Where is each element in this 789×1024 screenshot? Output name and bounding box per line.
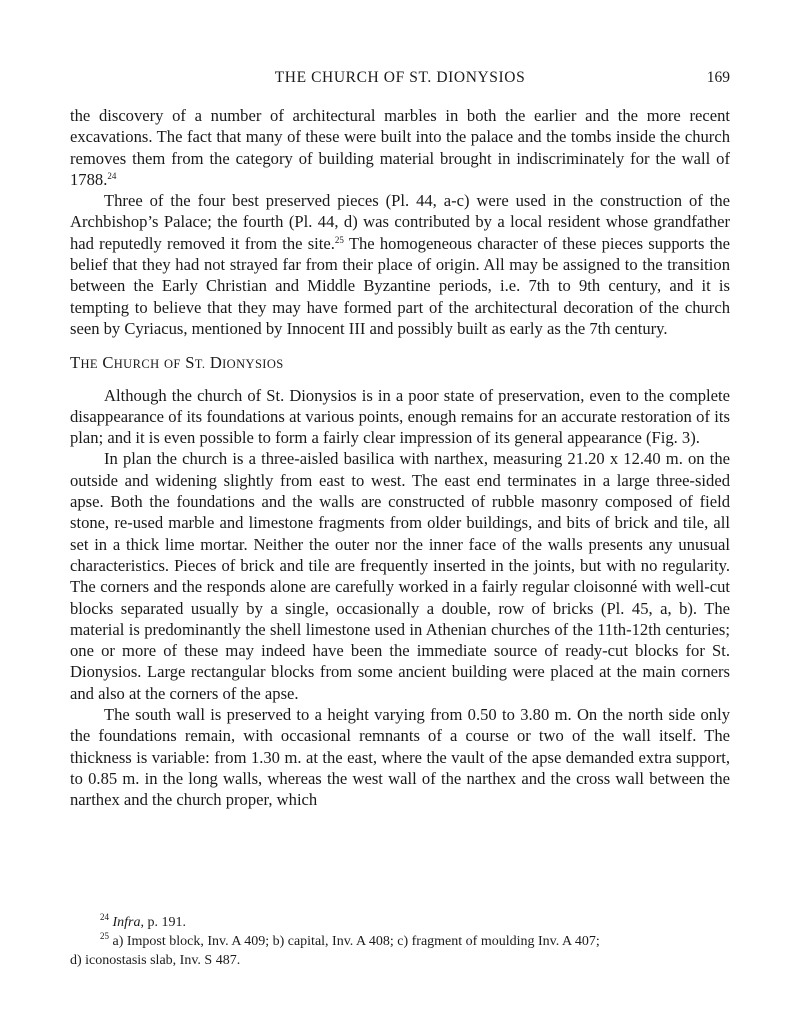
paragraph-2: Three of the four best preserved pieces (Pl. 44, a-c) were used in the construction of the Archbishop’s Palace; the fourth (Pl. 44, d) was contributed by a local resident whose grandfather had reputedly removed it from the site.$^{25}$ The homogeneous character of these pieces supports the belief that they had not strayed far from their place of origin. All may be assigned to the transition between the Early Christian and Middle Byzantine periods, i.e. 7th to 9th century, and it is tempting to believe that they may have formed part of the architectural decoration of the church seen by Cyriacus, mentioned by Innocent III and possibly built as early as the 7th century. [70, 191, 730, 338]
section-heading: THE CHURCH OF ST. DIONYSIOS [70, 353, 284, 373]
body-text [70, 105, 730, 811]
footnote-ref-24[interactable]: 24 [107, 170, 117, 181]
page-header [70, 69, 730, 91]
footnotes [70, 913, 730, 970]
paragraph-5: The south wall is preserved to a height varying from 0.50 to 3.80 m. On the north side only the foundations remain, with occasional remnants of a course or two of the wall itself. The thickness is variable: from 1.30 m. at the east, where the vault of the apse demanded extra support, to 0.85 m. in the long walls, whereas the west wall of the narthex and the cross wall between the narthex and the church proper, which [70, 705, 730, 810]
page-number: 169 [706, 69, 730, 86]
paragraph-4: In plan the church is a three-aisled basilica with narthex, measuring 21.20 x 12.40 m. on the outside and widening slightly from east to west. The east end terminates in a large three-sided apse. Both the foundations and the walls are constructed of rubble masonry composed of field stone, re-used marble and limestone fragments from older buildings, and bits of brick and tile, all set in a thick lime mortar. Neither the outer nor the inner face of the walls presents any unusual characteristics. Pieces of brick and tile are frequently inserted in the joints, but with no regularity. The corners and the responds alone are carefully worked in a fairly regular cloisonné with well-cut blocks separated usually by a single, occasionally a double, row of bricks (Pl. 45, a, b). The material is predominantly the shell limestone used in Athenian churches of the 11th-12th centuries; one or more of these may indeed have been the immediate source of ready-cut blocks for St. Dionysios. Large rectangular blocks from some ancient building were placed at the main corners and also at the corners of the apse. [70, 449, 730, 703]
paragraph-1: the discovery of a number of architectural marbles in both the earlier and the more recent excavations. The fact that many of these were built into the palace and the tombs inside the church removes them from the category of building material brought in indiscriminately for the wall of 1788.24 [70, 106, 730, 189]
footnote-ref-25[interactable]: 25 [334, 234, 344, 245]
footnote-25-continued: d) iconostasis slab, Inv. S 487. [70, 953, 241, 968]
running-title: THE CHURCH OF ST. DIONYSIOS [274, 69, 526, 86]
footnote-24: $^{24}$ Infra, p. 191. [100, 912, 186, 930]
footnote-25: $^{25}$ a) Impost block, Inv. A 409; b) capital, Inv. A 408; c) fragment of moulding Inv. A 407; [100, 931, 600, 949]
paragraph-3: Although the church of St. Dionysios is in a poor state of preservation, even to the complete disappearance of its foundations at various points, enough remains for an accurate restoration of its plan; and it is even possible to form a fairly clear impression of its general appearance (Fig. 3). [70, 385, 730, 448]
